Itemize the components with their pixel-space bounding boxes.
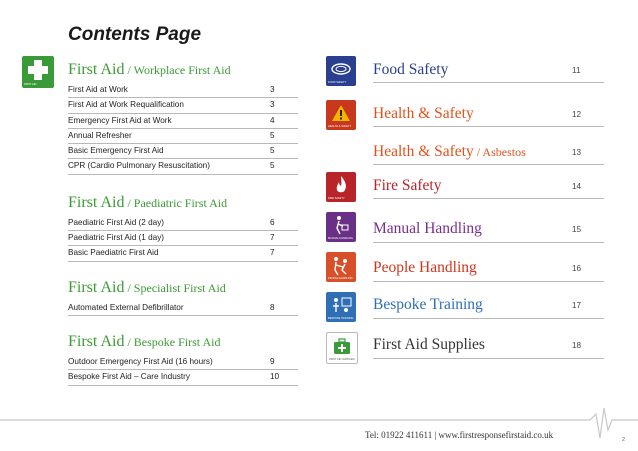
item-subtitle: / Asbestos xyxy=(473,145,526,159)
row-page: 6 xyxy=(270,217,275,227)
item-title: Fire Safety xyxy=(373,177,442,194)
contents-item-health-safety[interactable] xyxy=(326,100,604,132)
section-paediatric-first-aid xyxy=(68,193,298,262)
row-page: 5 xyxy=(270,161,275,171)
row-page: 7 xyxy=(270,233,275,243)
row-label: Outdoor Emergency First Aid (16 hours) xyxy=(68,356,213,366)
contents-item-food-safety[interactable] xyxy=(326,56,604,88)
item-title: Health & Safety xyxy=(373,105,474,122)
contents-row[interactable] xyxy=(68,246,298,261)
section-heading xyxy=(68,332,298,352)
icon-caption: MANUAL HANDLING xyxy=(328,237,353,240)
contents-item-fire-safety[interactable] xyxy=(326,172,604,204)
item-title: Health & Safety xyxy=(373,143,474,160)
item-page: 15 xyxy=(572,225,582,234)
section-workplace-first-aid xyxy=(68,60,298,175)
item-title: People Handling xyxy=(373,259,477,276)
contents-item-manual-handling[interactable] xyxy=(326,212,604,244)
contents-item-people-handling[interactable] xyxy=(326,252,604,284)
row-page: 8 xyxy=(270,302,275,312)
section-subtitle: / Bespoke First Aid xyxy=(124,334,221,349)
row-page: 5 xyxy=(270,146,275,156)
section-title: First Aid xyxy=(68,193,125,211)
icon-caption: FIRE SAFETY xyxy=(328,197,345,200)
item-page: 16 xyxy=(572,264,582,273)
manual-handling-person-icon xyxy=(326,212,356,242)
item-title: Manual Handling xyxy=(373,220,482,237)
row-label: Automated External Defibrillator xyxy=(68,302,184,312)
health-safety-warning-icon xyxy=(326,100,356,130)
row-label: Basic Emergency First Aid xyxy=(68,146,164,156)
item-page: 13 xyxy=(572,148,582,157)
page-number: 2 xyxy=(622,437,626,443)
contents-row[interactable] xyxy=(68,370,298,385)
row-label: Annual Refresher xyxy=(68,130,132,140)
section-subtitle: / Paediatric First Aid xyxy=(124,195,228,210)
first-aid-icon-caption: FIRST AID xyxy=(24,83,37,86)
item-title: Bespoke Training xyxy=(373,296,483,313)
icon-caption: FIRST AID SUPPLIES xyxy=(329,358,355,361)
contents-row[interactable] xyxy=(68,159,298,174)
section-heading xyxy=(68,278,298,298)
icon-caption: HEALTH & SAFETY xyxy=(328,125,352,128)
contents-item-asbestos[interactable] xyxy=(326,138,604,170)
heartbeat-line-icon xyxy=(0,408,638,448)
contents-row[interactable] xyxy=(68,144,298,159)
contents-row[interactable] xyxy=(68,129,298,144)
fire-flame-icon xyxy=(326,172,356,202)
contents-row[interactable] xyxy=(68,301,298,316)
row-label: Bespoke First Aid – Care Industry xyxy=(68,372,190,382)
row-page: 3 xyxy=(270,100,275,110)
section-bespoke-first-aid xyxy=(68,332,298,386)
contents-row[interactable] xyxy=(68,355,298,370)
first-aid-cross-icon xyxy=(22,56,54,88)
row-page: 5 xyxy=(270,130,275,140)
row-label: First Aid at Work Requalification xyxy=(68,100,184,110)
item-page: 14 xyxy=(572,182,582,191)
section-heading xyxy=(68,60,298,80)
icon-caption: PEOPLE HANDLING xyxy=(328,277,353,280)
contents-row[interactable] xyxy=(68,216,298,231)
section-title: First Aid xyxy=(68,61,125,78)
row-page: 9 xyxy=(270,356,275,366)
row-label: Basic Paediatric First Aid xyxy=(68,248,159,258)
icon-caption: FOOD SAFETY xyxy=(328,81,347,84)
contents-item-bespoke-training[interactable] xyxy=(326,292,604,324)
page-title: Contents Page xyxy=(68,24,202,45)
item-page: 12 xyxy=(572,110,582,119)
item-title: First Aid Supplies xyxy=(373,336,485,353)
left-contents-column xyxy=(68,60,298,400)
contents-row[interactable] xyxy=(68,98,298,113)
food-safety-icon xyxy=(326,56,356,86)
item-page: 11 xyxy=(572,66,581,75)
bespoke-training-icon xyxy=(326,292,356,322)
item-title: Food Safety xyxy=(373,61,449,78)
contents-row[interactable] xyxy=(68,83,298,98)
section-title: First Aid xyxy=(68,332,125,350)
row-label: Emergency First Aid at Work xyxy=(68,115,172,125)
row-page: 4 xyxy=(270,115,275,125)
row-label: Paediatric First Aid (2 day) xyxy=(68,217,165,227)
section-specialist-first-aid xyxy=(68,278,298,316)
row-label: First Aid at Work xyxy=(68,85,128,94)
section-heading xyxy=(68,193,298,213)
icon-caption: BESPOKE TRAINING xyxy=(328,317,354,320)
first-aid-kit-icon xyxy=(326,332,358,364)
contents-row[interactable] xyxy=(68,231,298,246)
row-page: 3 xyxy=(270,85,275,94)
row-label: CPR (Cardio Pulmonary Resuscitation) xyxy=(68,161,210,171)
section-subtitle: / Workplace First Aid xyxy=(124,63,231,77)
people-handling-icon xyxy=(326,252,356,282)
row-page: 7 xyxy=(270,248,275,258)
footer-contact: Tel: 01922 411611 | www.firstresponsefirstaid.co.uk xyxy=(365,430,554,440)
item-page: 17 xyxy=(572,301,582,310)
section-subtitle: / Specialist First Aid xyxy=(124,280,226,295)
contents-item-first-aid-supplies[interactable] xyxy=(326,332,604,364)
section-title: First Aid xyxy=(68,278,125,296)
item-title-group xyxy=(373,143,526,161)
item-page: 18 xyxy=(572,341,582,350)
row-label: Paediatric First Aid (1 day) xyxy=(68,233,165,243)
contents-row[interactable] xyxy=(68,114,298,129)
row-page: 10 xyxy=(270,372,280,382)
